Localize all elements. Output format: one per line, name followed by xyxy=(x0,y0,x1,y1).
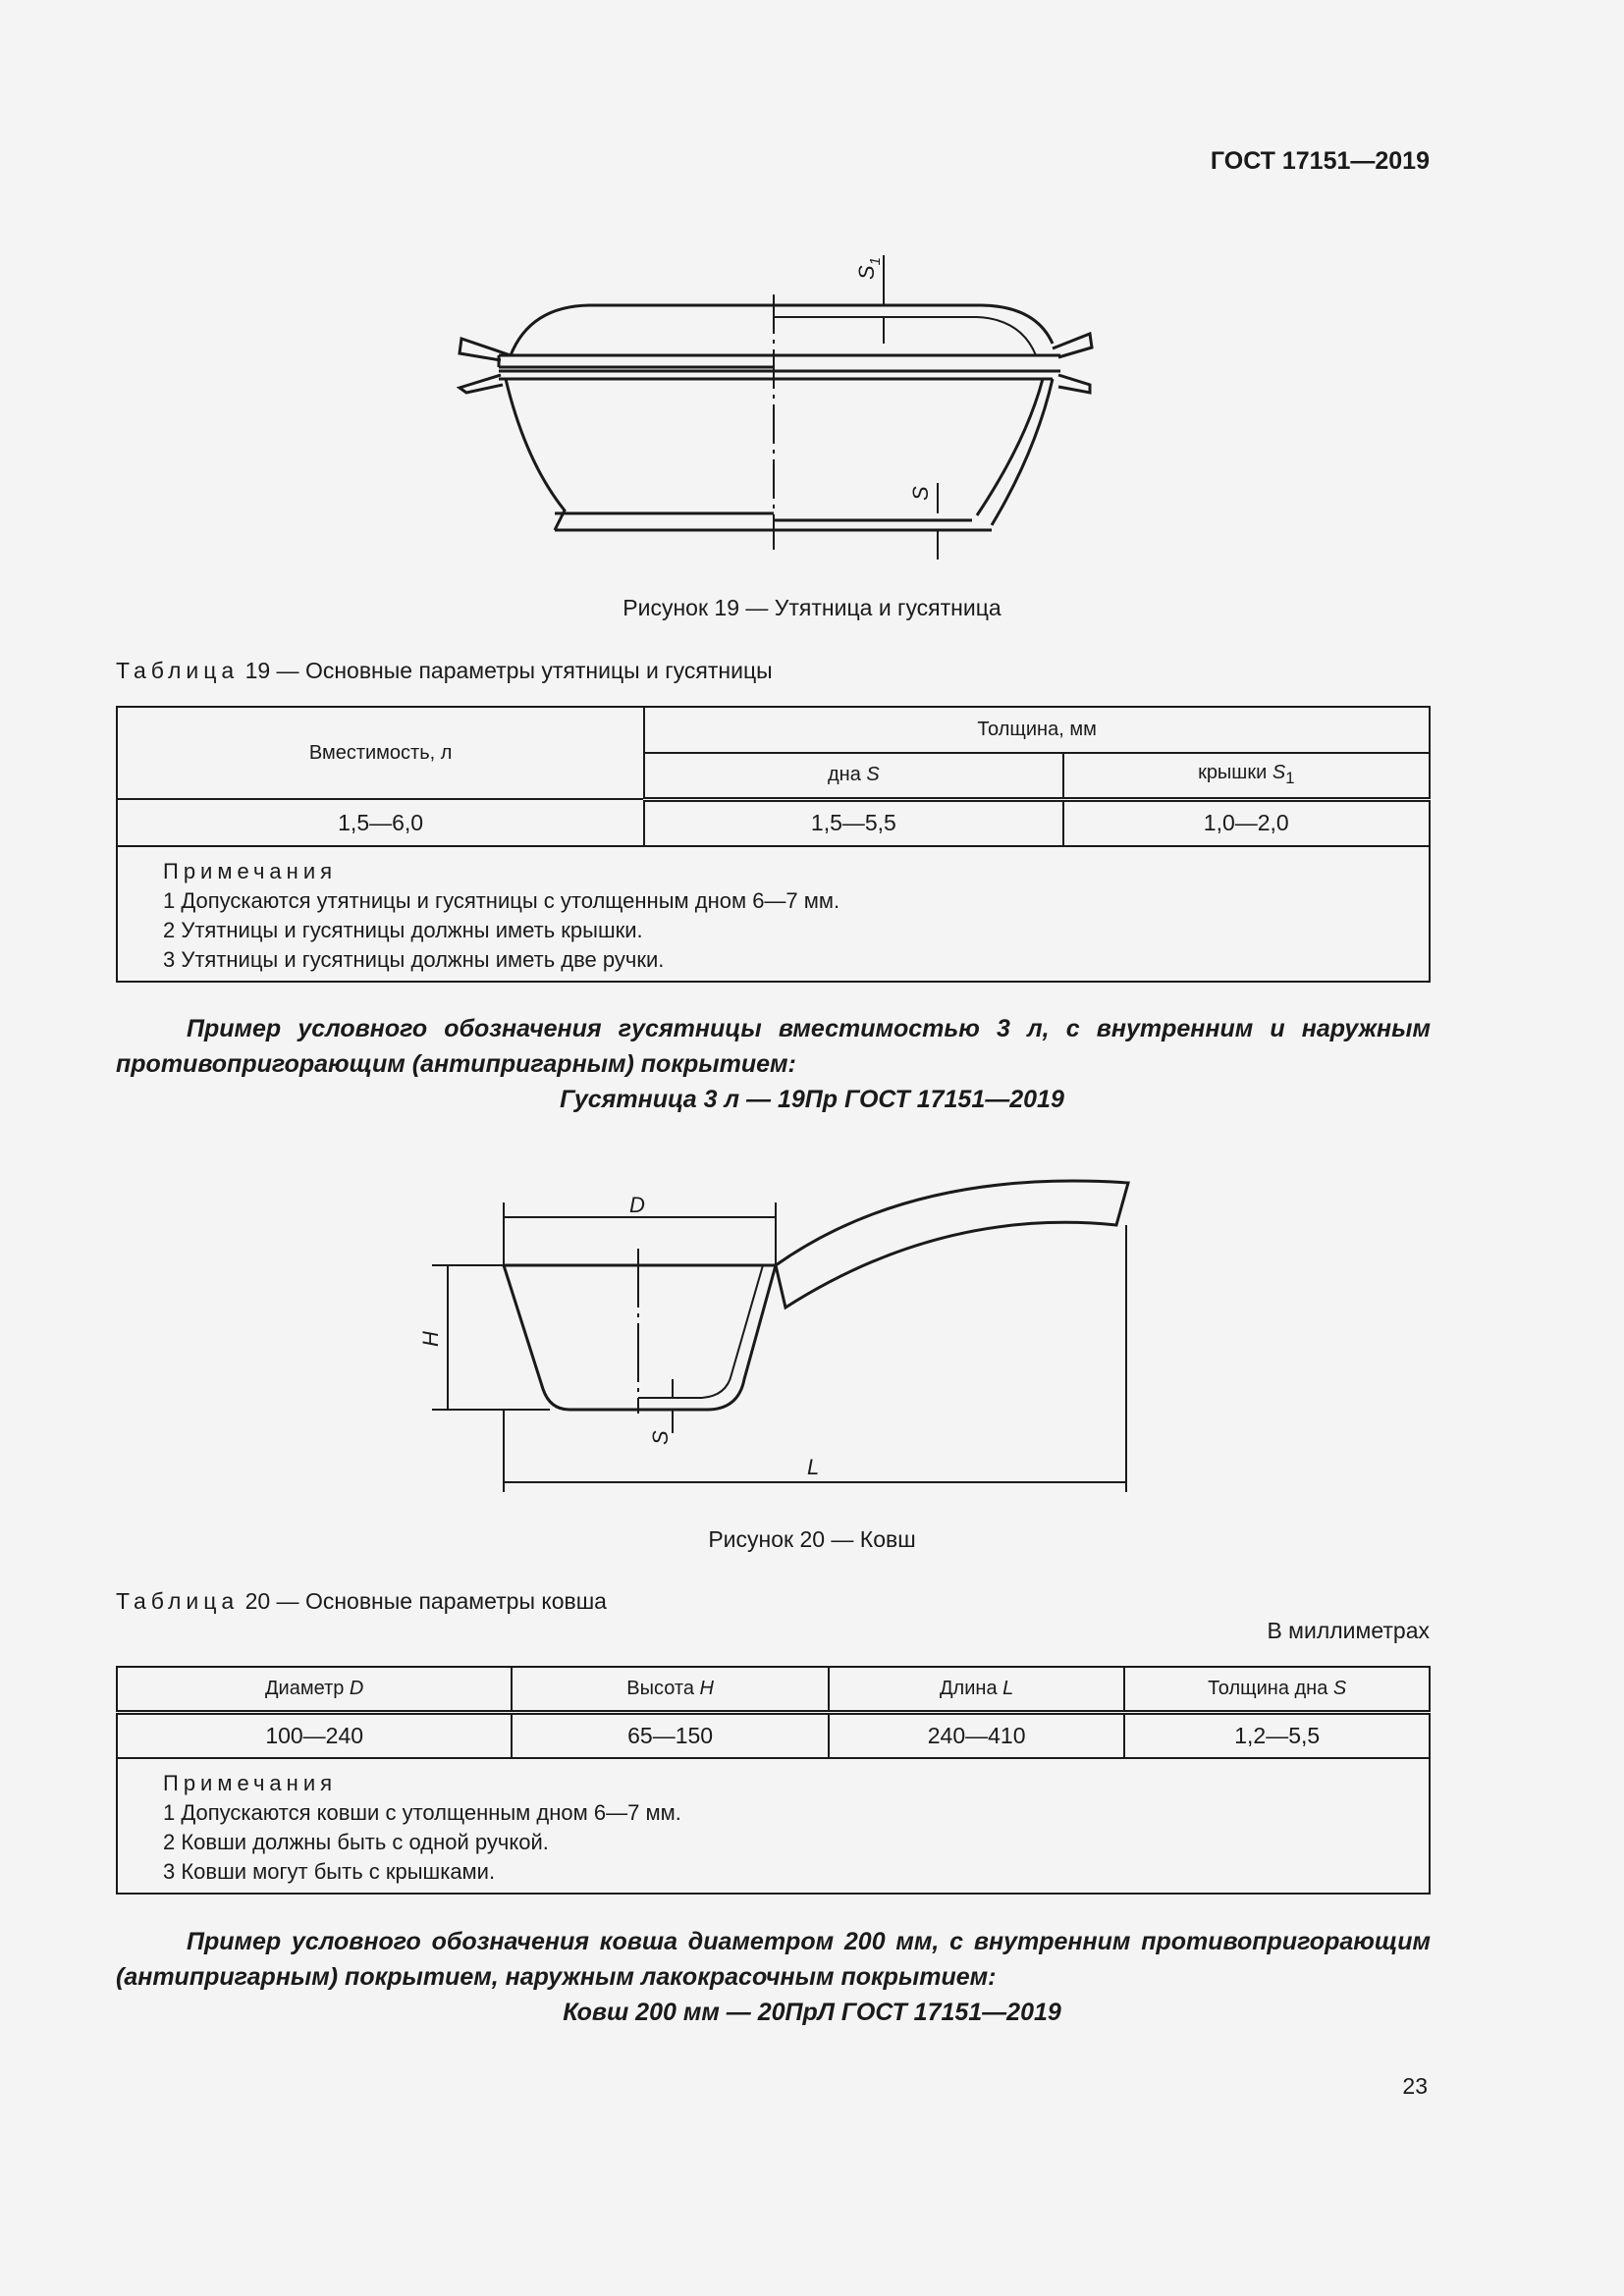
d-label: D xyxy=(629,1193,645,1217)
ladle-right-wall-outer xyxy=(638,1265,776,1410)
left-handle-top xyxy=(460,339,511,360)
handle xyxy=(776,1181,1128,1308)
header-length: Длина L xyxy=(829,1667,1125,1712)
table-19 xyxy=(116,706,1431,983)
cell-diameter: 100—240 xyxy=(117,1712,512,1758)
header-thickness: Толщина дна S xyxy=(1124,1667,1430,1712)
note-3: 3 Утятницы и гусятницы должны иметь две ручки. xyxy=(163,947,665,972)
note-1: 1 Допускаются утятницы и гусятницы с утолщенным дном 6—7 мм. xyxy=(163,888,840,913)
cell-length: 240—410 xyxy=(829,1712,1125,1758)
standard-header: ГОСТ 17151—2019 xyxy=(1210,147,1430,175)
right-handle-top xyxy=(1053,334,1092,357)
s1-label: $S_1$ xyxy=(854,256,884,280)
table-20 xyxy=(116,1666,1431,1895)
lid-inner-right xyxy=(774,317,1036,355)
table-word: Таблица xyxy=(116,1588,240,1614)
cell-lid: 1,0—2,0 xyxy=(1063,799,1430,846)
table-19-caption xyxy=(116,658,773,684)
note-1: 1 Допускаются ковши с утолщенным дном 6—7 мм. xyxy=(163,1800,681,1825)
table-19-title: 19 — Основные параметры утятницы и гусятницы xyxy=(244,658,773,683)
s-label: S xyxy=(648,1430,673,1445)
header-height: Высота H xyxy=(512,1667,829,1712)
note-2: 2 Утятницы и гусятницы должны иметь крышки. xyxy=(163,918,643,942)
left-handle-bottom xyxy=(460,375,503,393)
cell-capacity: 1,5—6,0 xyxy=(117,799,644,846)
header-thickness: Толщина, мм xyxy=(644,707,1430,753)
header-bottom: дна S xyxy=(644,753,1062,799)
notes-title: Примечания xyxy=(163,1771,338,1795)
note-3: 3 Ковши могут быть с крышками. xyxy=(163,1859,496,1884)
example-20-text: Пример условного обозначения ковша диаметром 200 мм, с внутренним противопригорающим (антипригарным) покрытием, наружным лакокрасочным покрытием: xyxy=(116,1928,1431,1991)
example-19-designation: Гусятница 3 л — 19Пр ГОСТ 17151—2019 xyxy=(560,1086,1064,1113)
cell-height: 65—150 xyxy=(512,1712,829,1758)
pot-rim xyxy=(499,371,1060,379)
units-note: В миллиметрах xyxy=(1267,1618,1430,1643)
example-19-text: Пример условного обозначения гусятницы вместимостью 3 л, с внутренним и наружным противопригорающим (антипригарным) покрытием: xyxy=(116,1015,1431,1078)
h-label: H xyxy=(418,1331,443,1347)
figure-19-caption: Рисунок 19 — Утятница и гусятница xyxy=(623,595,1001,620)
pot-body-right xyxy=(977,379,1053,525)
lid-outline xyxy=(511,305,1053,355)
l-label: L xyxy=(807,1455,820,1479)
table-20-notes xyxy=(117,1758,1430,1894)
h-dimension xyxy=(432,1265,550,1410)
figure-20-caption: Рисунок 20 — Ковш xyxy=(708,1526,916,1552)
cell-thickness: 1,2—5,5 xyxy=(1124,1712,1430,1758)
header-capacity: Вместимость, л xyxy=(117,707,644,799)
s1-dimension xyxy=(877,255,891,344)
example-20-designation: Ковш 200 мм — 20ПрЛ ГОСТ 17151—2019 xyxy=(563,1999,1061,2026)
table-20-title: 20 — Основные параметры ковша xyxy=(244,1588,607,1614)
figure-20-drawing xyxy=(418,1168,1149,1502)
table-word: Таблица xyxy=(116,658,240,683)
page-number: 23 xyxy=(1402,2073,1428,2099)
pot-body-left xyxy=(506,379,565,530)
s-label: S xyxy=(908,486,933,501)
right-handle-bottom xyxy=(1058,375,1090,393)
table-20-caption xyxy=(116,1588,607,1615)
figure-19-drawing xyxy=(432,245,1119,569)
note-2: 2 Ковши должны быть с одной ручкой. xyxy=(163,1830,549,1854)
cell-bottom: 1,5—5,5 xyxy=(644,799,1062,846)
notes-title: Примечания xyxy=(163,859,338,883)
ladle-left-wall xyxy=(504,1265,638,1410)
lid-rim xyxy=(499,355,1060,367)
header-diameter: Диаметр D xyxy=(117,1667,512,1712)
table-19-notes xyxy=(117,846,1430,982)
header-lid: крышки $S_1$ xyxy=(1063,753,1430,799)
